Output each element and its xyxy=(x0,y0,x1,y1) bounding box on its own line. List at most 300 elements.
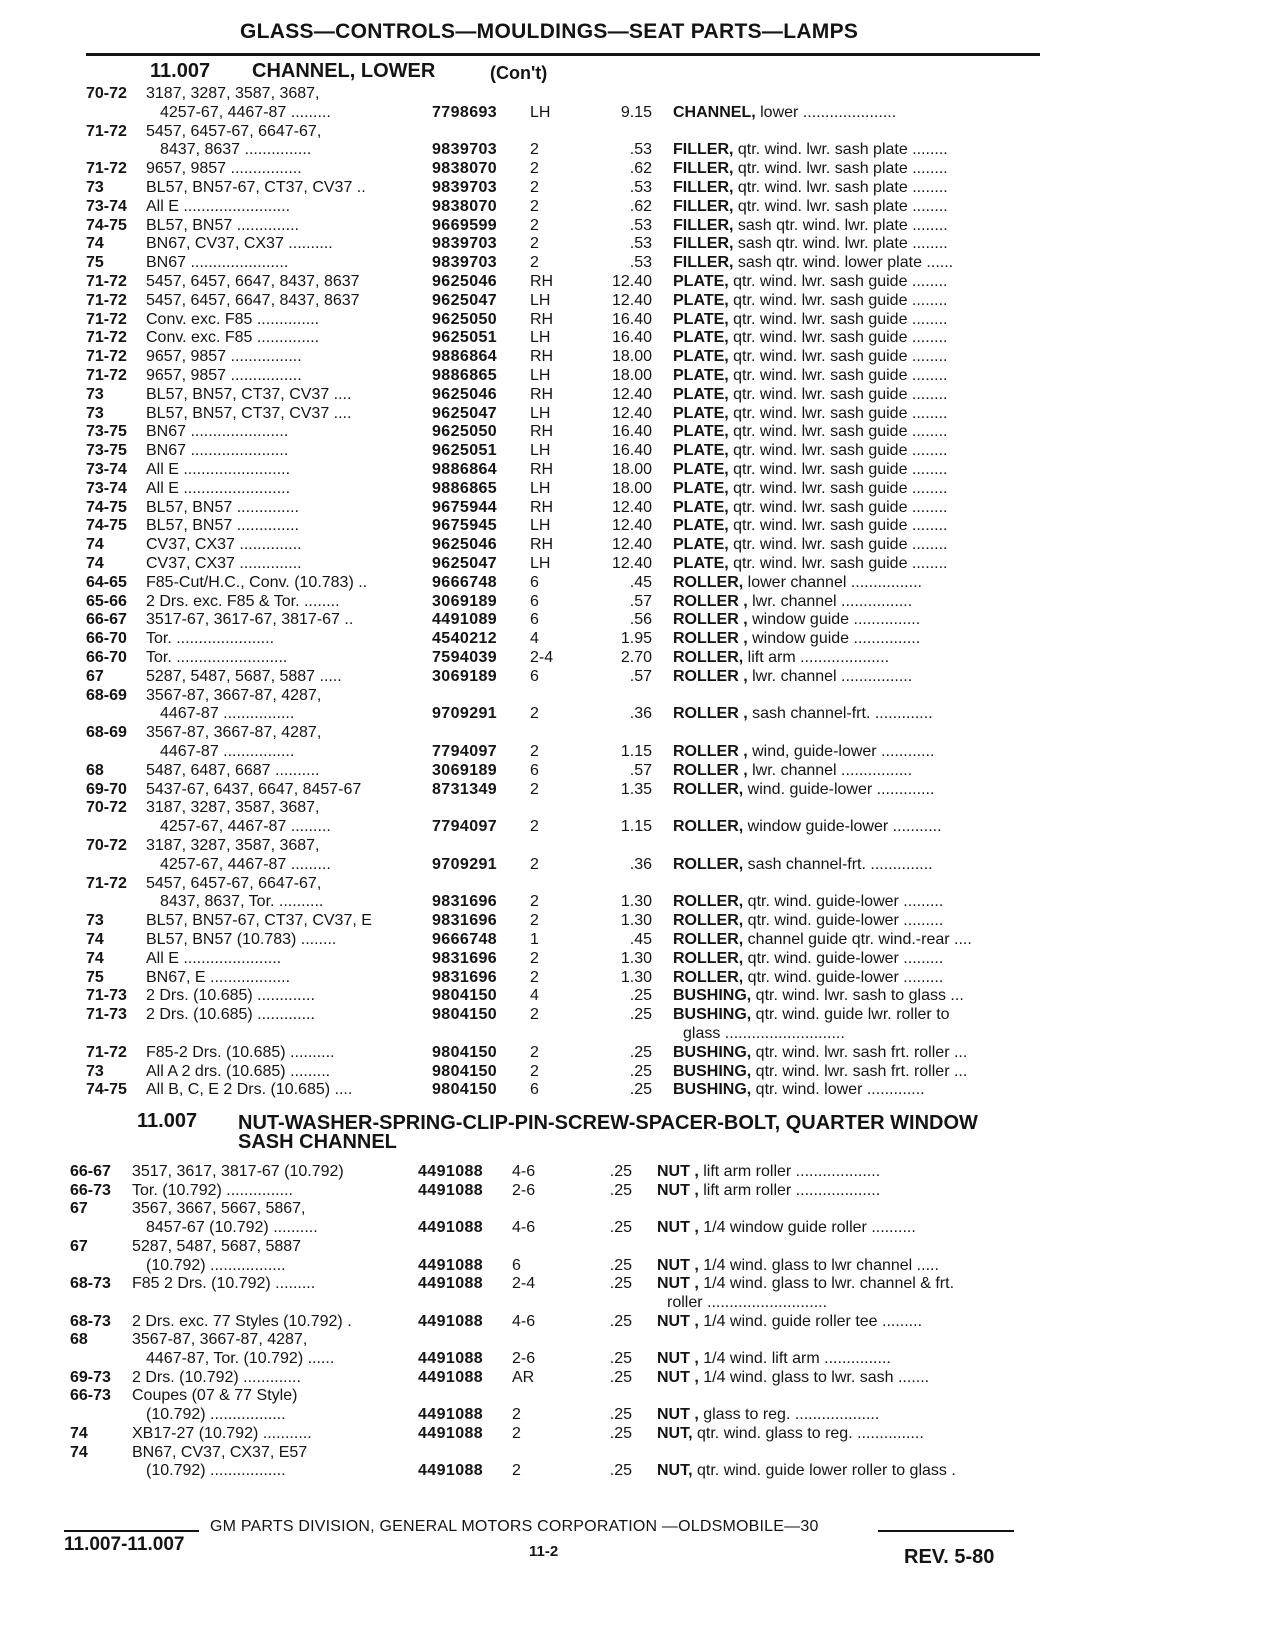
footer-rule-left xyxy=(64,1530,199,1532)
price: 16.40 xyxy=(611,310,652,328)
part-description xyxy=(673,968,1039,988)
part-description xyxy=(673,328,1039,348)
quantity: 2 xyxy=(530,1006,539,1024)
parts-row xyxy=(0,874,1280,894)
quantity: 2 xyxy=(530,780,539,798)
part-number: 4491088 xyxy=(418,1462,484,1480)
part-number: 9831696 xyxy=(432,949,498,967)
quantity: 6 xyxy=(530,667,539,685)
part-name: NUT , xyxy=(657,1219,699,1237)
parts-row xyxy=(0,84,1280,104)
price: .25 xyxy=(609,1424,632,1442)
part-name: PLATE, xyxy=(673,442,729,460)
part-name: PLATE, xyxy=(673,517,729,535)
part-name: ROLLER , xyxy=(673,743,748,760)
quantity: 4-6 xyxy=(512,1219,536,1237)
quantity: 1 xyxy=(530,931,539,948)
parts-row xyxy=(0,216,1280,236)
part-name: NUT , xyxy=(657,1406,699,1424)
price: 12.40 xyxy=(611,555,652,572)
parts-row xyxy=(0,629,1280,649)
model-list: 3187, 3287, 3587, 3687, xyxy=(146,837,320,854)
part-description xyxy=(673,234,1039,254)
part-detail: qtr. wind. guide-lower ......... xyxy=(743,968,944,986)
part-name: FILLER, xyxy=(673,141,734,159)
parts-row xyxy=(0,761,1280,781)
model-list: 9657, 9857 ................ xyxy=(146,160,302,178)
model-year: 73 xyxy=(86,912,104,930)
part-name: ROLLER , xyxy=(673,611,748,629)
price: 18.00 xyxy=(611,367,652,384)
model-list: XB17-27 (10.792) ........... xyxy=(132,1424,312,1442)
model-year: 73-74 xyxy=(86,461,127,478)
part-number: 9625046 xyxy=(432,273,498,290)
model-year: 74 xyxy=(86,949,104,967)
model-year: 70-72 xyxy=(86,837,127,854)
part-detail: lift arm roller ................... xyxy=(698,1163,881,1180)
model-list: (10.792) ................. xyxy=(146,1406,286,1424)
price: 1.30 xyxy=(620,893,652,911)
model-list: 3187, 3287, 3587, 3687, xyxy=(146,799,320,817)
part-detail: sash qtr. wind. lower plate ...... xyxy=(733,254,954,272)
part-detail: lwr. channel ................ xyxy=(747,667,913,685)
part-description xyxy=(657,1424,1023,1444)
part-detail: qtr. wind. lwr. sash to glass ... xyxy=(751,987,964,1005)
model-list: 5437-67, 6437, 6647, 8457-67 xyxy=(146,780,362,798)
model-list: BN67, CV37, CX37 .......... xyxy=(146,235,333,253)
parts-row xyxy=(0,197,1280,217)
model-year: 73 xyxy=(86,385,104,403)
part-detail: qtr. wind. lwr. sash plate ........ xyxy=(733,141,948,159)
part-description xyxy=(673,742,1039,762)
quantity: LH xyxy=(530,103,551,121)
model-list: 4467-87 ................ xyxy=(160,705,295,723)
quantity: 6 xyxy=(530,1081,539,1099)
model-list: Conv. exc. F85 .............. xyxy=(146,310,320,328)
price: .25 xyxy=(609,1219,632,1237)
price: .53 xyxy=(629,141,652,159)
price: 18.00 xyxy=(611,348,652,366)
part-number: 9839703 xyxy=(432,254,498,272)
model-list: BL57, BN57, CT37, CV37 .... xyxy=(146,404,352,422)
model-list: 9657, 9857 ................ xyxy=(146,367,302,384)
part-name: NUT , xyxy=(657,1163,699,1180)
parts-row xyxy=(0,1349,1280,1369)
model-list: CV37, CX37 .............. xyxy=(146,555,302,572)
model-list: 2 Drs. exc. F85 & Tor. ........ xyxy=(146,592,340,610)
parts-row xyxy=(0,648,1280,668)
model-year: 74-75 xyxy=(86,1081,127,1099)
part-number: 9886865 xyxy=(432,367,498,384)
quantity: 2 xyxy=(530,893,539,911)
quantity: 2 xyxy=(530,216,539,234)
model-list: 8437, 8637 ............... xyxy=(160,141,312,159)
price: 1.30 xyxy=(620,949,652,967)
quantity: 2 xyxy=(530,855,539,873)
model-year: 71-72 xyxy=(86,329,127,347)
part-number: 4491088 xyxy=(418,1406,484,1424)
part-name: PLATE, xyxy=(673,555,729,572)
model-year: 69-73 xyxy=(70,1368,111,1386)
part-number: 4491088 xyxy=(418,1275,484,1293)
part-description xyxy=(673,648,1039,668)
parts-row xyxy=(0,140,1280,160)
part-number: 9839703 xyxy=(432,235,498,253)
part-number: 4491088 xyxy=(418,1163,484,1180)
quantity: 2-6 xyxy=(512,1181,536,1199)
part-name: NUT , xyxy=(657,1350,699,1367)
part-detail: qtr. wind. lwr. sash guide ........ xyxy=(728,329,948,347)
part-number: 4491088 xyxy=(418,1424,484,1442)
model-list: 5287, 5487, 5687, 5887 xyxy=(132,1237,302,1255)
part-description xyxy=(673,178,1039,198)
part-description xyxy=(683,1024,1039,1044)
model-year: 67 xyxy=(70,1237,88,1255)
part-number: 4540212 xyxy=(432,630,498,648)
price: .53 xyxy=(629,235,652,253)
model-year: 65-66 xyxy=(86,592,127,610)
parts-row xyxy=(0,704,1280,724)
model-year: 68-69 xyxy=(86,724,127,742)
price: .57 xyxy=(629,592,652,610)
quantity: 4 xyxy=(530,630,539,648)
part-name: BUSHING, xyxy=(673,1006,752,1024)
model-list: BN67, CV37, CX37, E57 xyxy=(132,1443,308,1461)
part-detail: qtr. wind. lwr. sash guide ........ xyxy=(728,310,948,328)
model-list: 8457-67 (10.792) .......... xyxy=(146,1219,318,1237)
part-description xyxy=(657,1274,1023,1294)
part-number: 9625051 xyxy=(432,442,498,460)
part-description xyxy=(673,1080,1039,1100)
parts-row xyxy=(0,742,1280,762)
part-description xyxy=(673,817,1039,837)
model-list: BN67, E .................. xyxy=(146,968,291,986)
part-description xyxy=(673,667,1039,687)
model-year: 68-73 xyxy=(70,1312,111,1330)
part-name: PLATE, xyxy=(673,310,729,328)
part-description xyxy=(673,949,1039,969)
model-list: All B, C, E 2 Drs. (10.685) .... xyxy=(146,1081,353,1099)
part-detail: wind. guide-lower ............. xyxy=(743,780,935,798)
part-description xyxy=(673,460,1039,480)
part-name: FILLER, xyxy=(673,179,734,196)
model-list: 3567, 3667, 5667, 5867, xyxy=(132,1200,306,1218)
part-name: ROLLER , xyxy=(673,592,748,610)
part-description xyxy=(657,1312,1023,1332)
price: 12.40 xyxy=(611,498,652,516)
part-description xyxy=(673,1043,1039,1063)
part-description xyxy=(673,1062,1039,1082)
part-detail: qtr. wind. guide-lower ......... xyxy=(743,949,944,967)
part-number: 4491088 xyxy=(418,1219,484,1237)
parts-row xyxy=(0,780,1280,800)
part-detail: qtr. wind. guide lower roller to glass . xyxy=(692,1462,956,1480)
part-number: 9675944 xyxy=(432,498,498,516)
model-list: BL57, BN57-67, CT37, CV37 .. xyxy=(146,179,366,196)
price: 16.40 xyxy=(611,442,652,460)
part-name: PLATE, xyxy=(673,479,729,497)
price: 1.95 xyxy=(620,630,652,648)
page-header-title: GLASS—CONTROLS—MOULDINGS—SEAT PARTS—LAMPS xyxy=(240,20,859,43)
model-list: 4467-87 ................ xyxy=(160,743,295,760)
quantity: RH xyxy=(530,498,554,516)
part-name: ROLLER, xyxy=(673,968,744,986)
parts-row xyxy=(0,610,1280,630)
price: 12.40 xyxy=(611,536,652,554)
parts-row xyxy=(0,498,1280,518)
part-detail: qtr. wind. lwr. sash guide ........ xyxy=(728,291,948,309)
footer-page-number: 11-2 xyxy=(529,1543,559,1560)
price: .62 xyxy=(629,160,652,178)
parts-row xyxy=(0,686,1280,706)
part-name: FILLER, xyxy=(673,254,734,272)
model-year: 74 xyxy=(86,536,104,554)
part-name: FILLER, xyxy=(673,160,734,178)
model-list: 4467-87, Tor. (10.792) ...... xyxy=(146,1350,335,1367)
price: .25 xyxy=(609,1256,632,1274)
price: .56 xyxy=(629,611,652,629)
model-list: 4257-67, 4467-87 ......... xyxy=(160,103,331,121)
part-detail: sash qtr. wind. lwr. plate ........ xyxy=(733,216,948,234)
price: .53 xyxy=(629,254,652,272)
model-list: 5457, 6457, 6647, 8437, 8637 xyxy=(146,273,360,290)
part-detail: glass to reg. ................... xyxy=(698,1406,880,1424)
part-detail: sash channel-frt. ............. xyxy=(747,705,933,723)
price: .25 xyxy=(629,1043,652,1061)
quantity: 4-6 xyxy=(512,1312,536,1330)
model-list: All E ........................ xyxy=(146,197,291,215)
parts-row xyxy=(0,968,1280,988)
model-list: 2 Drs. (10.792) ............. xyxy=(132,1368,301,1386)
part-number: 4491088 xyxy=(418,1368,484,1386)
parts-row xyxy=(0,347,1280,367)
part-description xyxy=(673,366,1039,386)
part-number: 9625051 xyxy=(432,329,498,347)
model-year: 73-75 xyxy=(86,442,127,460)
part-detail: lower ..................... xyxy=(755,103,897,121)
parts-row xyxy=(0,798,1280,818)
model-list: F85-Cut/H.C., Conv. (10.783) .. xyxy=(146,573,368,591)
parts-row xyxy=(0,723,1280,743)
parts-row xyxy=(0,404,1280,424)
part-detail: lwr. channel ................ xyxy=(747,592,913,610)
part-number: 7798693 xyxy=(432,103,498,121)
model-list: All E ........................ xyxy=(146,461,291,478)
model-year: 68 xyxy=(70,1331,88,1349)
part-detail: channel guide qtr. wind.-rear .... xyxy=(743,931,972,948)
model-year: 73-74 xyxy=(86,197,127,215)
part-description xyxy=(673,347,1039,367)
part-detail: 1/4 wind. glass to lwr. channel & frt. xyxy=(698,1275,955,1293)
part-detail: qtr. wind. lwr. sash guide ........ xyxy=(728,348,948,366)
part-number: 9625046 xyxy=(432,385,498,403)
model-year: 74-75 xyxy=(86,517,127,535)
part-detail: 1/4 wind. glass to lwr. sash ....... xyxy=(698,1368,930,1386)
parts-row xyxy=(0,159,1280,179)
part-detail: window guide-lower ........... xyxy=(743,818,942,836)
model-list: 9657, 9857 ................ xyxy=(146,348,302,366)
part-detail: qtr. wind. lwr. sash guide ........ xyxy=(728,273,948,290)
part-name: ROLLER, xyxy=(673,931,744,948)
model-year: 73 xyxy=(86,404,104,422)
price: .62 xyxy=(629,197,652,215)
part-number: 8731349 xyxy=(432,780,498,798)
part-name: ROLLER , xyxy=(673,761,748,779)
parts-row xyxy=(0,1181,1280,1201)
model-list: 3187, 3287, 3587, 3687, xyxy=(146,85,320,102)
model-list: All A 2 drs. (10.685) ......... xyxy=(146,1062,331,1080)
part-name: NUT , xyxy=(657,1275,699,1293)
part-number: 9625047 xyxy=(432,404,498,422)
part-detail: sash channel-frt. .............. xyxy=(743,855,933,873)
price: .25 xyxy=(629,1006,652,1024)
quantity: 2 xyxy=(512,1424,521,1442)
part-description xyxy=(667,1293,1023,1313)
part-description xyxy=(673,272,1039,292)
part-detail: lift arm .................... xyxy=(743,649,890,666)
part-name: ROLLER, xyxy=(673,949,744,967)
quantity: 6 xyxy=(512,1256,521,1274)
price: 1.15 xyxy=(620,743,652,760)
parts-row xyxy=(0,1237,1280,1257)
parts-row xyxy=(0,1443,1280,1463)
parts-row xyxy=(0,1368,1280,1388)
price: .25 xyxy=(609,1462,632,1480)
part-description xyxy=(673,892,1039,912)
part-description xyxy=(673,291,1039,311)
parts-row xyxy=(0,479,1280,499)
parts-row xyxy=(0,253,1280,273)
quantity: 2 xyxy=(530,197,539,215)
part-number: 9838070 xyxy=(432,160,498,178)
price: .25 xyxy=(609,1163,632,1180)
model-list: 2 Drs. (10.685) ............. xyxy=(146,987,315,1005)
model-year: 64-65 xyxy=(86,573,127,591)
model-list: BL57, BN57 (10.783) ........ xyxy=(146,931,337,948)
parts-row xyxy=(0,291,1280,311)
part-description xyxy=(673,1005,1039,1025)
part-number: 9804150 xyxy=(432,1081,498,1099)
part-detail: qtr. wind. lwr. sash guide ........ xyxy=(728,479,948,497)
model-list: 2 Drs. exc. 77 Styles (10.792) . xyxy=(132,1312,352,1330)
parts-row xyxy=(0,1005,1280,1025)
parts-row xyxy=(0,1461,1280,1481)
price: 12.40 xyxy=(611,517,652,535)
parts-row xyxy=(0,1080,1280,1100)
parts-row xyxy=(0,930,1280,950)
parts-row xyxy=(0,892,1280,912)
parts-row xyxy=(0,911,1280,931)
price: .36 xyxy=(629,705,652,723)
price: .25 xyxy=(609,1312,632,1330)
model-year: 73-75 xyxy=(86,423,127,441)
model-list: Conv. exc. F85 .............. xyxy=(146,329,320,347)
part-description xyxy=(657,1349,1023,1369)
model-year: 69-70 xyxy=(86,780,127,798)
part-number: 3069189 xyxy=(432,592,498,610)
price: 1.30 xyxy=(620,912,652,930)
quantity: 2 xyxy=(512,1406,521,1424)
price: 18.00 xyxy=(611,479,652,497)
part-name: NUT , xyxy=(657,1256,699,1274)
part-number: 9625047 xyxy=(432,555,498,572)
price: 12.40 xyxy=(611,385,652,403)
part-name: PLATE, xyxy=(673,367,729,384)
part-name: ROLLER , xyxy=(673,630,748,648)
part-detail: qtr. wind. lwr. sash guide ........ xyxy=(728,404,948,422)
model-year: 71-72 xyxy=(86,367,127,384)
quantity: 4-6 xyxy=(512,1163,536,1180)
model-list: (10.792) ................. xyxy=(146,1462,286,1480)
model-year: 71-73 xyxy=(86,1006,127,1024)
price: .57 xyxy=(629,761,652,779)
quantity: 2 xyxy=(530,743,539,760)
model-list: 3567-87, 3667-87, 4287, xyxy=(132,1331,308,1349)
parts-row xyxy=(0,1312,1280,1332)
section2-title: NUT-WASHER-SPRING-CLIP-PIN-SCREW-SPACER-BOLT, QUARTER WINDOW SASH CHANNEL xyxy=(238,1112,978,1153)
price: .53 xyxy=(629,179,652,196)
part-description xyxy=(673,573,1039,593)
model-year: 66-70 xyxy=(86,649,127,666)
quantity: LH xyxy=(530,442,551,460)
part-detail: wind, guide-lower ............ xyxy=(747,743,935,760)
part-name: BUSHING, xyxy=(673,987,752,1005)
model-list: F85 2 Drs. (10.792) ......... xyxy=(132,1275,316,1293)
part-name: PLATE, xyxy=(673,385,729,403)
part-name: FILLER, xyxy=(673,197,734,215)
quantity: RH xyxy=(530,385,554,403)
quantity: RH xyxy=(530,348,554,366)
model-year: 71-72 xyxy=(86,1043,127,1061)
quantity: 2 xyxy=(530,912,539,930)
model-list: 5457, 6457-67, 6647-67, xyxy=(146,874,322,892)
parts-row xyxy=(0,422,1280,442)
part-detail: lift arm roller ................... xyxy=(698,1181,881,1199)
part-number: 9625046 xyxy=(432,536,498,554)
model-list: 5287, 5487, 5687, 5887 ..... xyxy=(146,667,342,685)
quantity: LH xyxy=(530,517,551,535)
quantity: 2 xyxy=(530,818,539,836)
model-list: All E ...................... xyxy=(146,949,282,967)
model-year: 71-72 xyxy=(86,874,127,892)
part-description xyxy=(673,216,1039,236)
part-description xyxy=(673,629,1039,649)
parts-row xyxy=(0,1024,1280,1044)
model-year: 74 xyxy=(70,1424,88,1442)
parts-row xyxy=(0,366,1280,386)
parts-row xyxy=(0,949,1280,969)
parts-row xyxy=(0,554,1280,574)
model-year: 71-72 xyxy=(86,273,127,290)
part-detail: qtr. wind. lwr. sash frt. roller ... xyxy=(751,1062,968,1080)
part-name: NUT , xyxy=(657,1312,699,1330)
model-list: BL57, BN57 .............. xyxy=(146,216,299,234)
quantity: 2 xyxy=(530,254,539,272)
part-description xyxy=(673,855,1039,875)
part-description xyxy=(673,986,1039,1006)
price: 9.15 xyxy=(620,103,652,121)
part-number: 7794097 xyxy=(432,743,498,760)
parts-row xyxy=(0,310,1280,330)
part-number: 9831696 xyxy=(432,893,498,911)
quantity: 2-4 xyxy=(512,1275,536,1293)
model-year: 68 xyxy=(86,761,104,779)
part-detail: qtr. wind. lwr. sash plate ........ xyxy=(733,197,948,215)
part-number: 9831696 xyxy=(432,968,498,986)
part-name: PLATE, xyxy=(673,423,729,441)
part-description xyxy=(673,761,1039,781)
part-name: FILLER, xyxy=(673,235,734,253)
